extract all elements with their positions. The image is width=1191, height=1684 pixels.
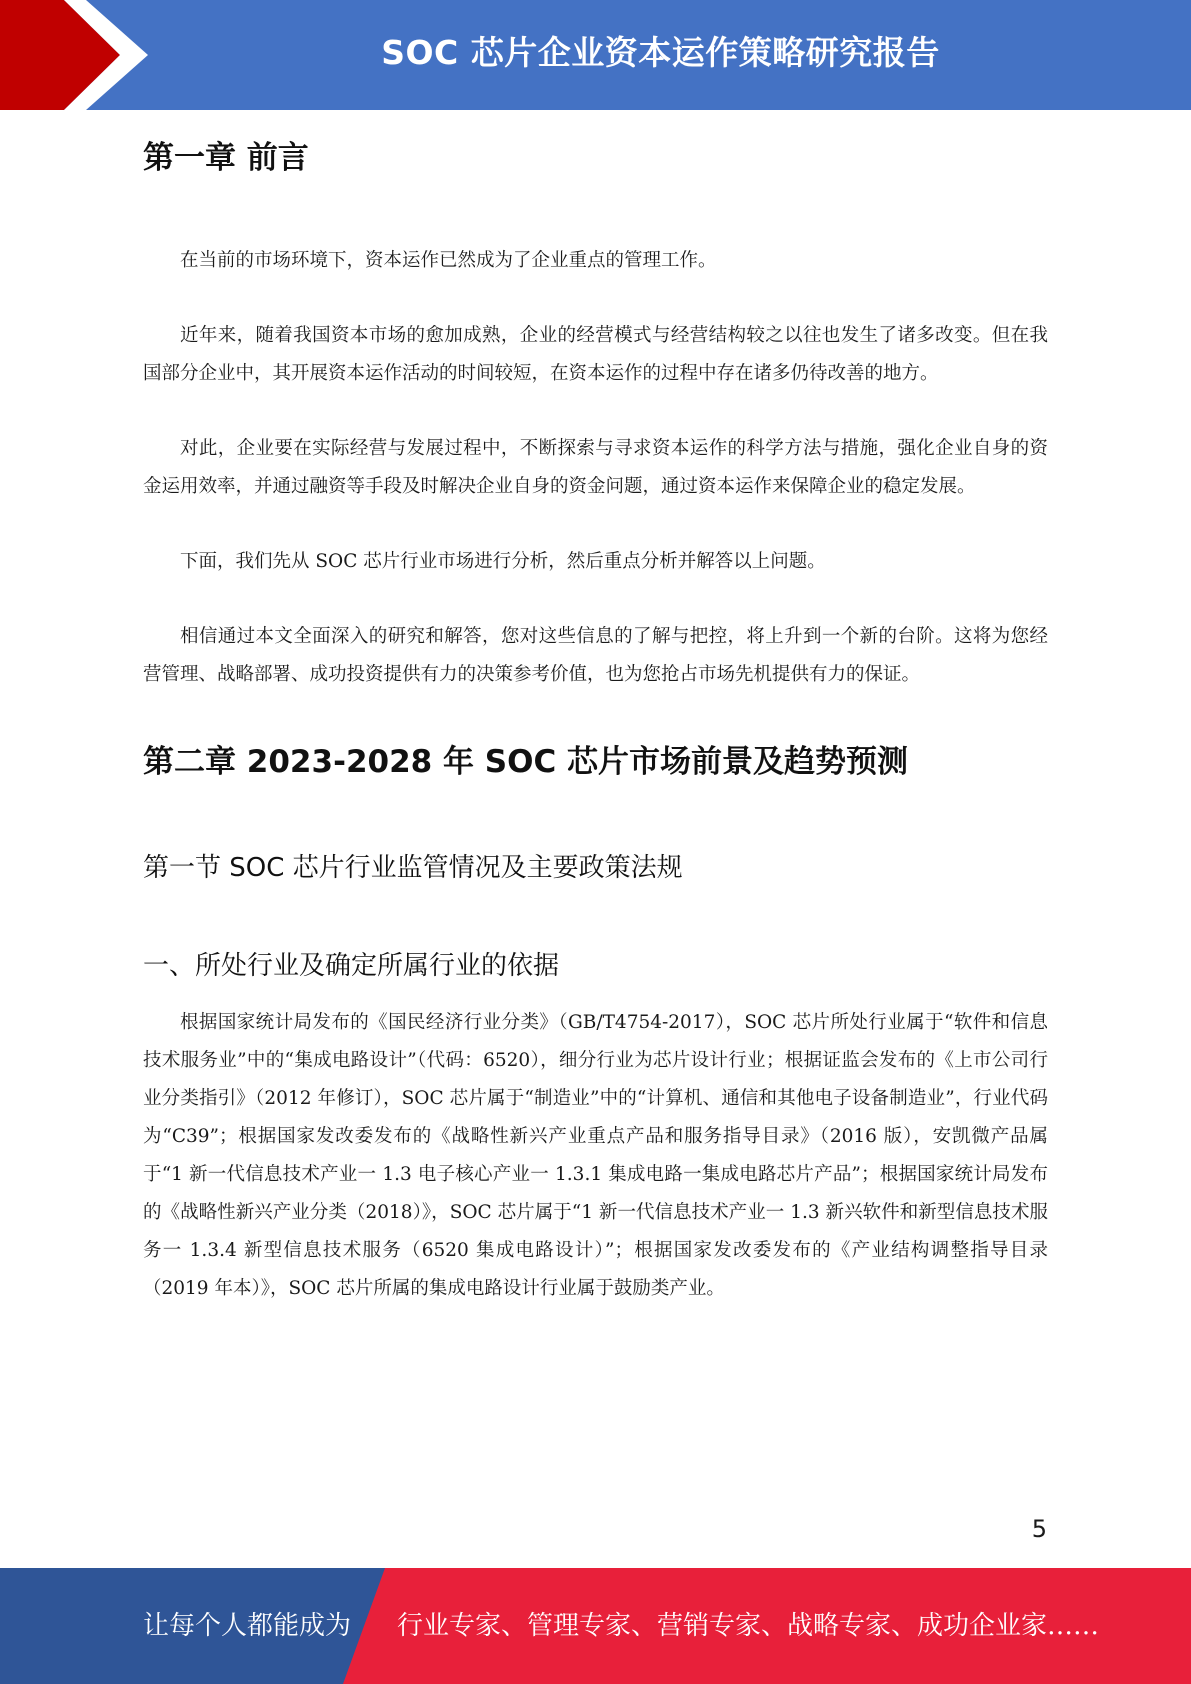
- header-arrow-decor: [0, 0, 160, 110]
- chapter-1-paragraph: 在当前的市场环境下，资本运作已然成为了企业重点的管理工作。: [180, 250, 717, 271]
- chapter-1-paragraph: 下面，我们先从 SOC 芯片行业市场进行分析，然后重点分析并解答以上问题。: [180, 551, 826, 572]
- footer-band: [0, 1568, 1191, 1684]
- header-band: [0, 0, 1191, 110]
- chapter-1-paragraph: 近年来，随着我国资本市场的愈加成熟，企业的经营模式与经营结构较之以往也发生了诸多改变。但在我国部分企业中，其开展资本运作活动的时间较短，在资本运作的过程中存在诸多仍待改善的地方。: [143, 325, 1048, 384]
- report-title: SOC 芯片企业资本运作策略研究报告: [381, 33, 940, 72]
- page-number: 5: [1031, 1515, 1047, 1543]
- main-content: [143, 130, 1048, 1308]
- chapter-1-paragraph: 相信通过本文全面深入的研究和解答，您对这些信息的了解与把控，将上升到一个新的台阶。这将为您经营管理、战略部署、成功投资提供有力的决策参考价值，也为您抢占市场先机提供有力的保证。: [143, 626, 1048, 685]
- footer-slogan-right: 行业专家、管理专家、营销专家、战略专家、成功企业家……: [397, 1611, 1100, 1641]
- chapter-2-paragraph: 根据国家统计局发布的《国民经济行业分类》（GB/T4754-2017），SOC 芯片所处行业属于“软件和信息技术服务业”中的“集成电路设计”（代码：6520），细分行业为芯片设计行业；根据证监会发布的《上市公司行业分类指引》（2012 年修订），SOC 芯片属于“制造业”中的“计算机、通信和其他电子设备制造业”，行业代码为“C39”；根据国家发改委发布的《战略性新兴产业重点产品和服务指导目录》（2016 版），安凯微产品属于“1 新一代信息技术产业一 1.3 电子核心产业一 1.3.1 集成电路一集成电路芯片产品”；根据国家统计局发布的《战略性新兴产业分类（2018）》，SOC 芯片属于“1 新一代信息技术产业一 1.3 新兴软件和新型信息技术服务一 1.3.4 新型信息技术服务（6520 集成电路设计）”；根据国家发改委发布的《产业结构调整指导目录（2019 年本）》，SOC 芯片所属的集成电路设计行业属于鼓励类产业。: [143, 1012, 1048, 1299]
- chapter-1-title: 第一章 前言: [143, 140, 309, 176]
- chapter-1-paragraph: 对此，企业要在实际经营与发展过程中，不断探索与寻求资本运作的科学方法与措施，强化企业自身的资金运用效率，并通过融资等手段及时解决企业自身的资金问题，通过资本运作来保障企业的稳定发展。: [143, 438, 1048, 497]
- subsection-1-title: 一、所处行业及确定所属行业的依据: [143, 951, 560, 981]
- chapter-2-title: 第二章 2023-2028 年 SOC 芯片市场前景及趋势预测: [143, 744, 909, 780]
- footer-slogan-left: 让每个人都能成为: [143, 1611, 352, 1641]
- section-1-title: 第一节 SOC 芯片行业监管情况及主要政策法规: [143, 853, 683, 883]
